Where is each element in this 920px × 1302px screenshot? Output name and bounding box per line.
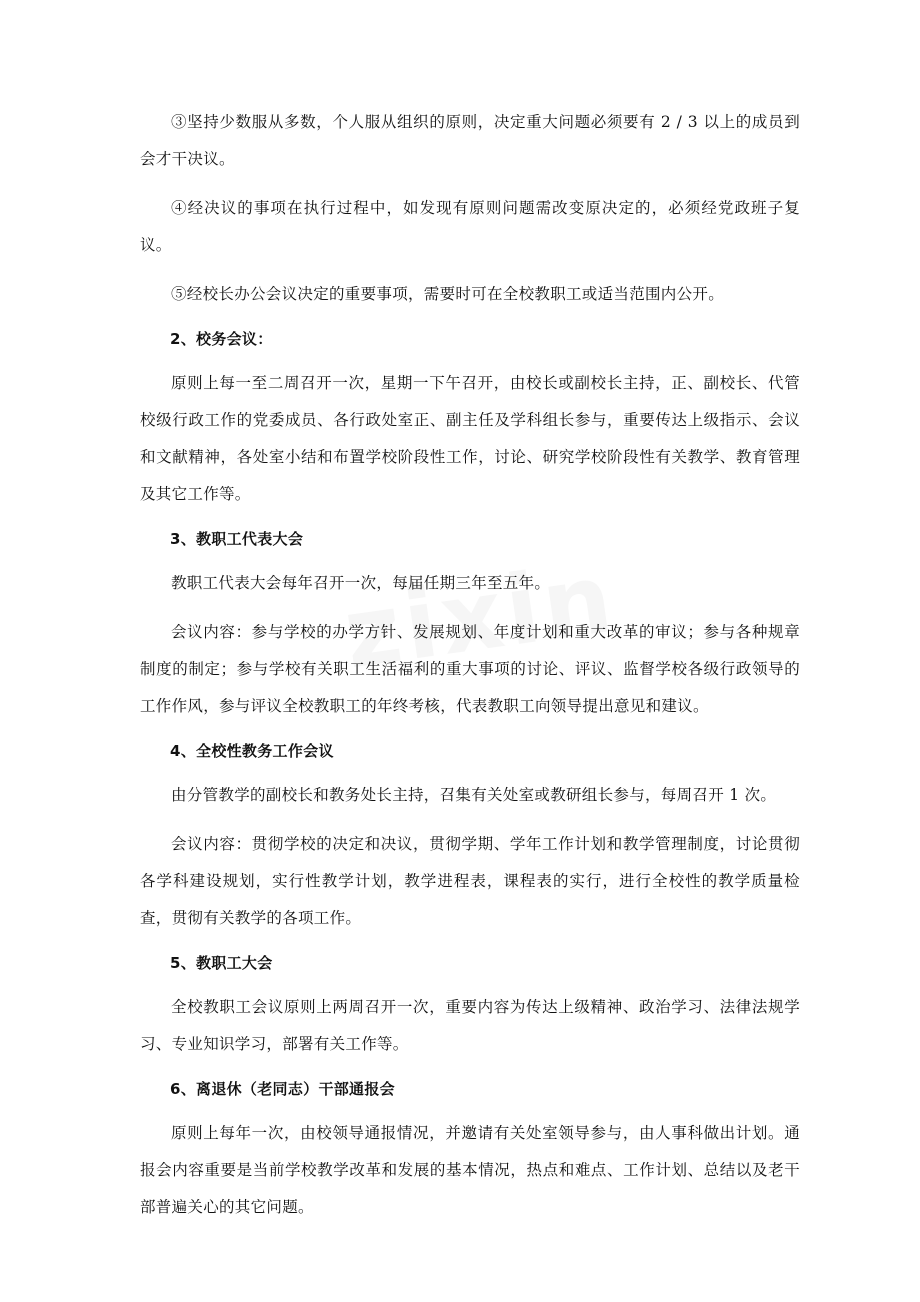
paragraph-rule-3: ③坚持少数服从多数，个人服从组织的原则，决定重大问题必须要有 2 / 3 以上的成员到会才干决议。: [140, 113, 800, 168]
paragraph-retired-cadres-briefing: 原则上每年一次，由校领导通报情况，并邀请有关处室领导参与，由人事科做出计划。通报会内容重要是当前学校教学改革和发展的基本情况，热点和难点、工作计划、总结以及老干部普遍关心的其它问题。: [140, 1124, 800, 1216]
heading-school-affairs-meeting: 2、校务会议：: [170, 330, 273, 348]
paragraph-staff-congress-term: 教职工代表大会每年召开一次，每届任期三年至五年。: [171, 574, 551, 592]
heading-staff-congress: 3、教职工代表大会: [170, 530, 304, 548]
paragraph-academic-affairs-content: 会议内容：贯彻学校的决定和决议，贯彻学期、学年工作计划和教学管理制度，讨论贯彻各学科建设规划，实行性教学计划，教学进程表，课程表的实行，进行全校性的教学质量检查，贯彻有关教学的各项工作。: [140, 835, 800, 927]
paragraph-staff-congress-content: 会议内容：参与学校的办学方针、发展规划、年度计划和重大改革的审议；参与各种规章制度的制定；参与学校有关职工生活福利的重大事项的讨论、评议、监督学校各级行政领导的工作作风，参与评议全校教职工的年终考核，代表教职工向领导提出意见和建议。: [140, 623, 800, 715]
paragraph-rule-4: ④经决议的事项在执行过程中，如发现有原则问题需改变原决定的，必须经党政班子复议。: [140, 199, 800, 254]
paragraph-academic-affairs-host: 由分管教学的副校长和教务处长主持，召集有关处室或教研组长参与，每周召开 1 次。: [171, 786, 777, 804]
paragraph-rule-5: ⑤经校长办公会议决定的重要事项，需要时可在全校教职工或适当范围内公开。: [171, 285, 725, 303]
heading-staff-assembly: 5、教职工大会: [170, 954, 273, 972]
paragraph-school-affairs-meeting: 原则上每一至二周召开一次，星期一下午召开，由校长或副校长主持，正、副校长、代管校级行政工作的党委成员、各行政处室正、副主任及学科组长参与，重要传达上级指示、会议和文献精神，各处室小结和布置学校阶段性工作，讨论、研究学校阶段性有关教学、教育管理及其它工作等。: [140, 374, 800, 503]
paragraph-staff-assembly: 全校教职工会议原则上两周召开一次，重要内容为传达上级精神、政治学习、法律法规学习、专业知识学习，部署有关工作等。: [140, 998, 800, 1053]
heading-retired-cadres-briefing: 6、离退休（老同志）干部通报会: [170, 1080, 395, 1098]
heading-academic-affairs-meeting: 4、全校性教务工作会议: [170, 742, 334, 760]
